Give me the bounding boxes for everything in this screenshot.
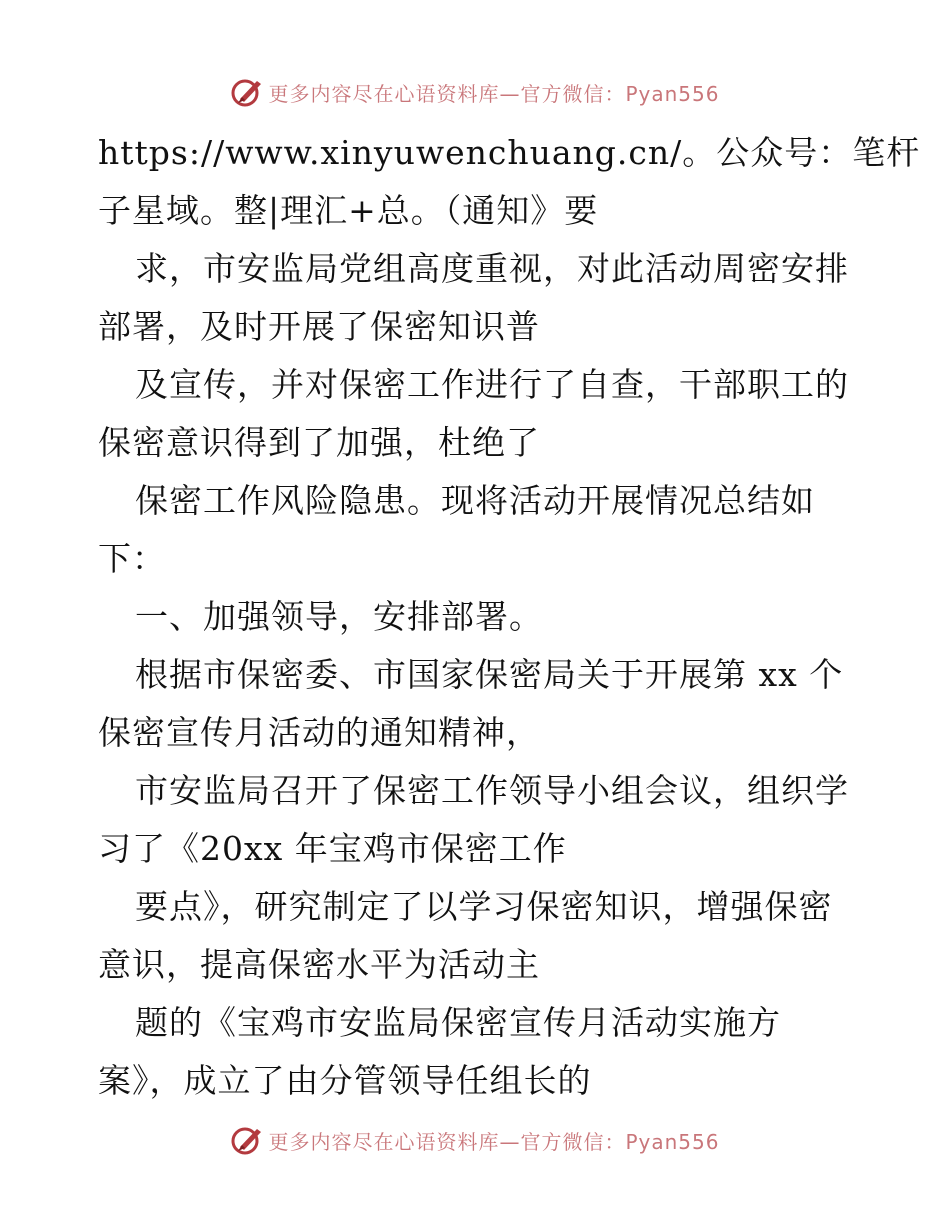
header-banner-text: 更多内容尽在心语资料库—官方微信：Pyan556 — [268, 81, 720, 106]
text-line: 意识，提高保密水平为活动主 — [98, 945, 540, 984]
text-line: 子星域。整|理汇+总。（通知》要 — [98, 191, 599, 230]
quill-logo-icon — [230, 75, 264, 109]
footer-banner — [0, 1120, 950, 1160]
header-banner — [0, 72, 950, 112]
document-body — [98, 124, 921, 1110]
text-line: 求，市安监局党组高度重视，对此活动周密安排 — [135, 249, 849, 288]
text-line: 部署，及时开展了保密知识普 — [98, 307, 540, 346]
text-line: 保密工作风险隐患。现将活动开展情况总结如 — [135, 481, 815, 520]
text-line: 及宣传，并对保密工作进行了自查，干部职工的 — [135, 365, 849, 404]
text-line: 一、加强领导，安排部署。 — [135, 597, 543, 636]
text-line: 保密意识得到了加强，杜绝了 — [98, 423, 540, 462]
quill-logo-icon — [230, 1123, 264, 1157]
text-line: 题的《宝鸡市安监局保密宣传月活动实施方 — [135, 1003, 781, 1042]
text-line: 案》，成立了由分管领导任组长的 — [98, 1061, 592, 1100]
text-line: https://www.xinyuwenchuang.cn/。公众号：笔杆 — [98, 133, 921, 172]
footer-banner-text: 更多内容尽在心语资料库—官方微信：Pyan556 — [268, 1129, 720, 1154]
text-line: 根据市保密委、市国家保密局关于开展第 xx 个 — [135, 655, 844, 694]
text-line: 保密宣传月活动的通知精神， — [98, 713, 540, 752]
text-line: 习了《20xx 年宝鸡市保密工作 — [98, 829, 567, 868]
text-line: 市安监局召开了保密工作领导小组会议，组织学 — [135, 771, 849, 810]
text-line: 下： — [98, 539, 166, 578]
text-line: 要点》，研究制定了以学习保密知识，增强保密 — [135, 887, 833, 926]
